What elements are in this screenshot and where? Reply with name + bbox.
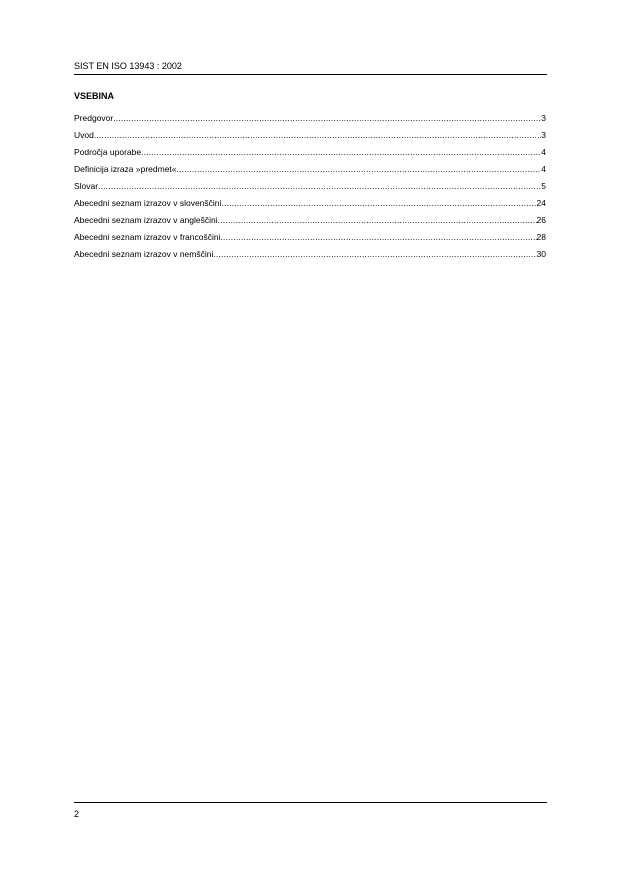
toc-entry-label[interactable]: Abecedni seznam izrazov v nemščini	[74, 249, 214, 259]
page-number: 2	[74, 809, 80, 819]
toc-entry-label[interactable]: Uvod	[74, 130, 94, 140]
toc-entry-label[interactable]: Predgovor	[74, 113, 114, 123]
toc-entry-page[interactable]: 28	[536, 232, 546, 242]
toc-entry-page[interactable]: 4	[541, 164, 546, 174]
toc-entry[interactable]	[74, 110, 546, 127]
dot-leader	[141, 144, 541, 161]
toc-entry-page[interactable]: 26	[536, 215, 546, 225]
toc-entry[interactable]	[74, 212, 546, 229]
toc-entry[interactable]	[74, 161, 546, 178]
toc-entry[interactable]	[74, 195, 546, 212]
toc-entry-label[interactable]: Abecedni seznam izrazov v francoščini	[74, 232, 221, 242]
toc-entry-page[interactable]: 24	[536, 198, 546, 208]
toc-entry-label[interactable]: Definicija izraza »predmet«	[74, 164, 177, 174]
toc-entry-label[interactable]: Abecedni seznam izrazov v slovenščini	[74, 198, 222, 208]
toc-entry[interactable]	[74, 178, 546, 195]
toc-entry[interactable]	[74, 127, 546, 144]
dot-leader	[98, 178, 541, 195]
toc-entry[interactable]	[74, 144, 546, 161]
dot-leader	[113, 110, 541, 127]
dot-leader	[220, 229, 536, 246]
dot-leader	[221, 195, 536, 212]
page-footer	[74, 802, 547, 819]
toc-entry-page[interactable]: 3	[541, 113, 546, 123]
page-header	[74, 60, 547, 75]
dot-leader	[177, 161, 542, 178]
dot-leader	[218, 212, 537, 229]
table-of-contents	[74, 110, 546, 263]
toc-entry-page[interactable]: 5	[541, 181, 546, 191]
toc-entry-page[interactable]: 30	[536, 249, 546, 259]
toc-entry[interactable]	[74, 229, 546, 246]
dot-leader	[213, 246, 536, 263]
toc-entry[interactable]	[74, 246, 546, 263]
standard-id: SIST EN ISO 13943 : 2002	[74, 61, 182, 71]
toc-entry-page[interactable]: 3	[541, 130, 546, 140]
toc-title: VSEBINA	[74, 91, 115, 101]
toc-entry-label[interactable]: Slovar	[74, 181, 99, 191]
toc-entry-page[interactable]: 4	[541, 147, 546, 157]
dot-leader	[94, 127, 541, 144]
toc-entry-label[interactable]: Abecedni seznam izrazov v angleščini	[74, 215, 218, 225]
toc-entry-label[interactable]: Področja uporabe	[74, 147, 142, 157]
